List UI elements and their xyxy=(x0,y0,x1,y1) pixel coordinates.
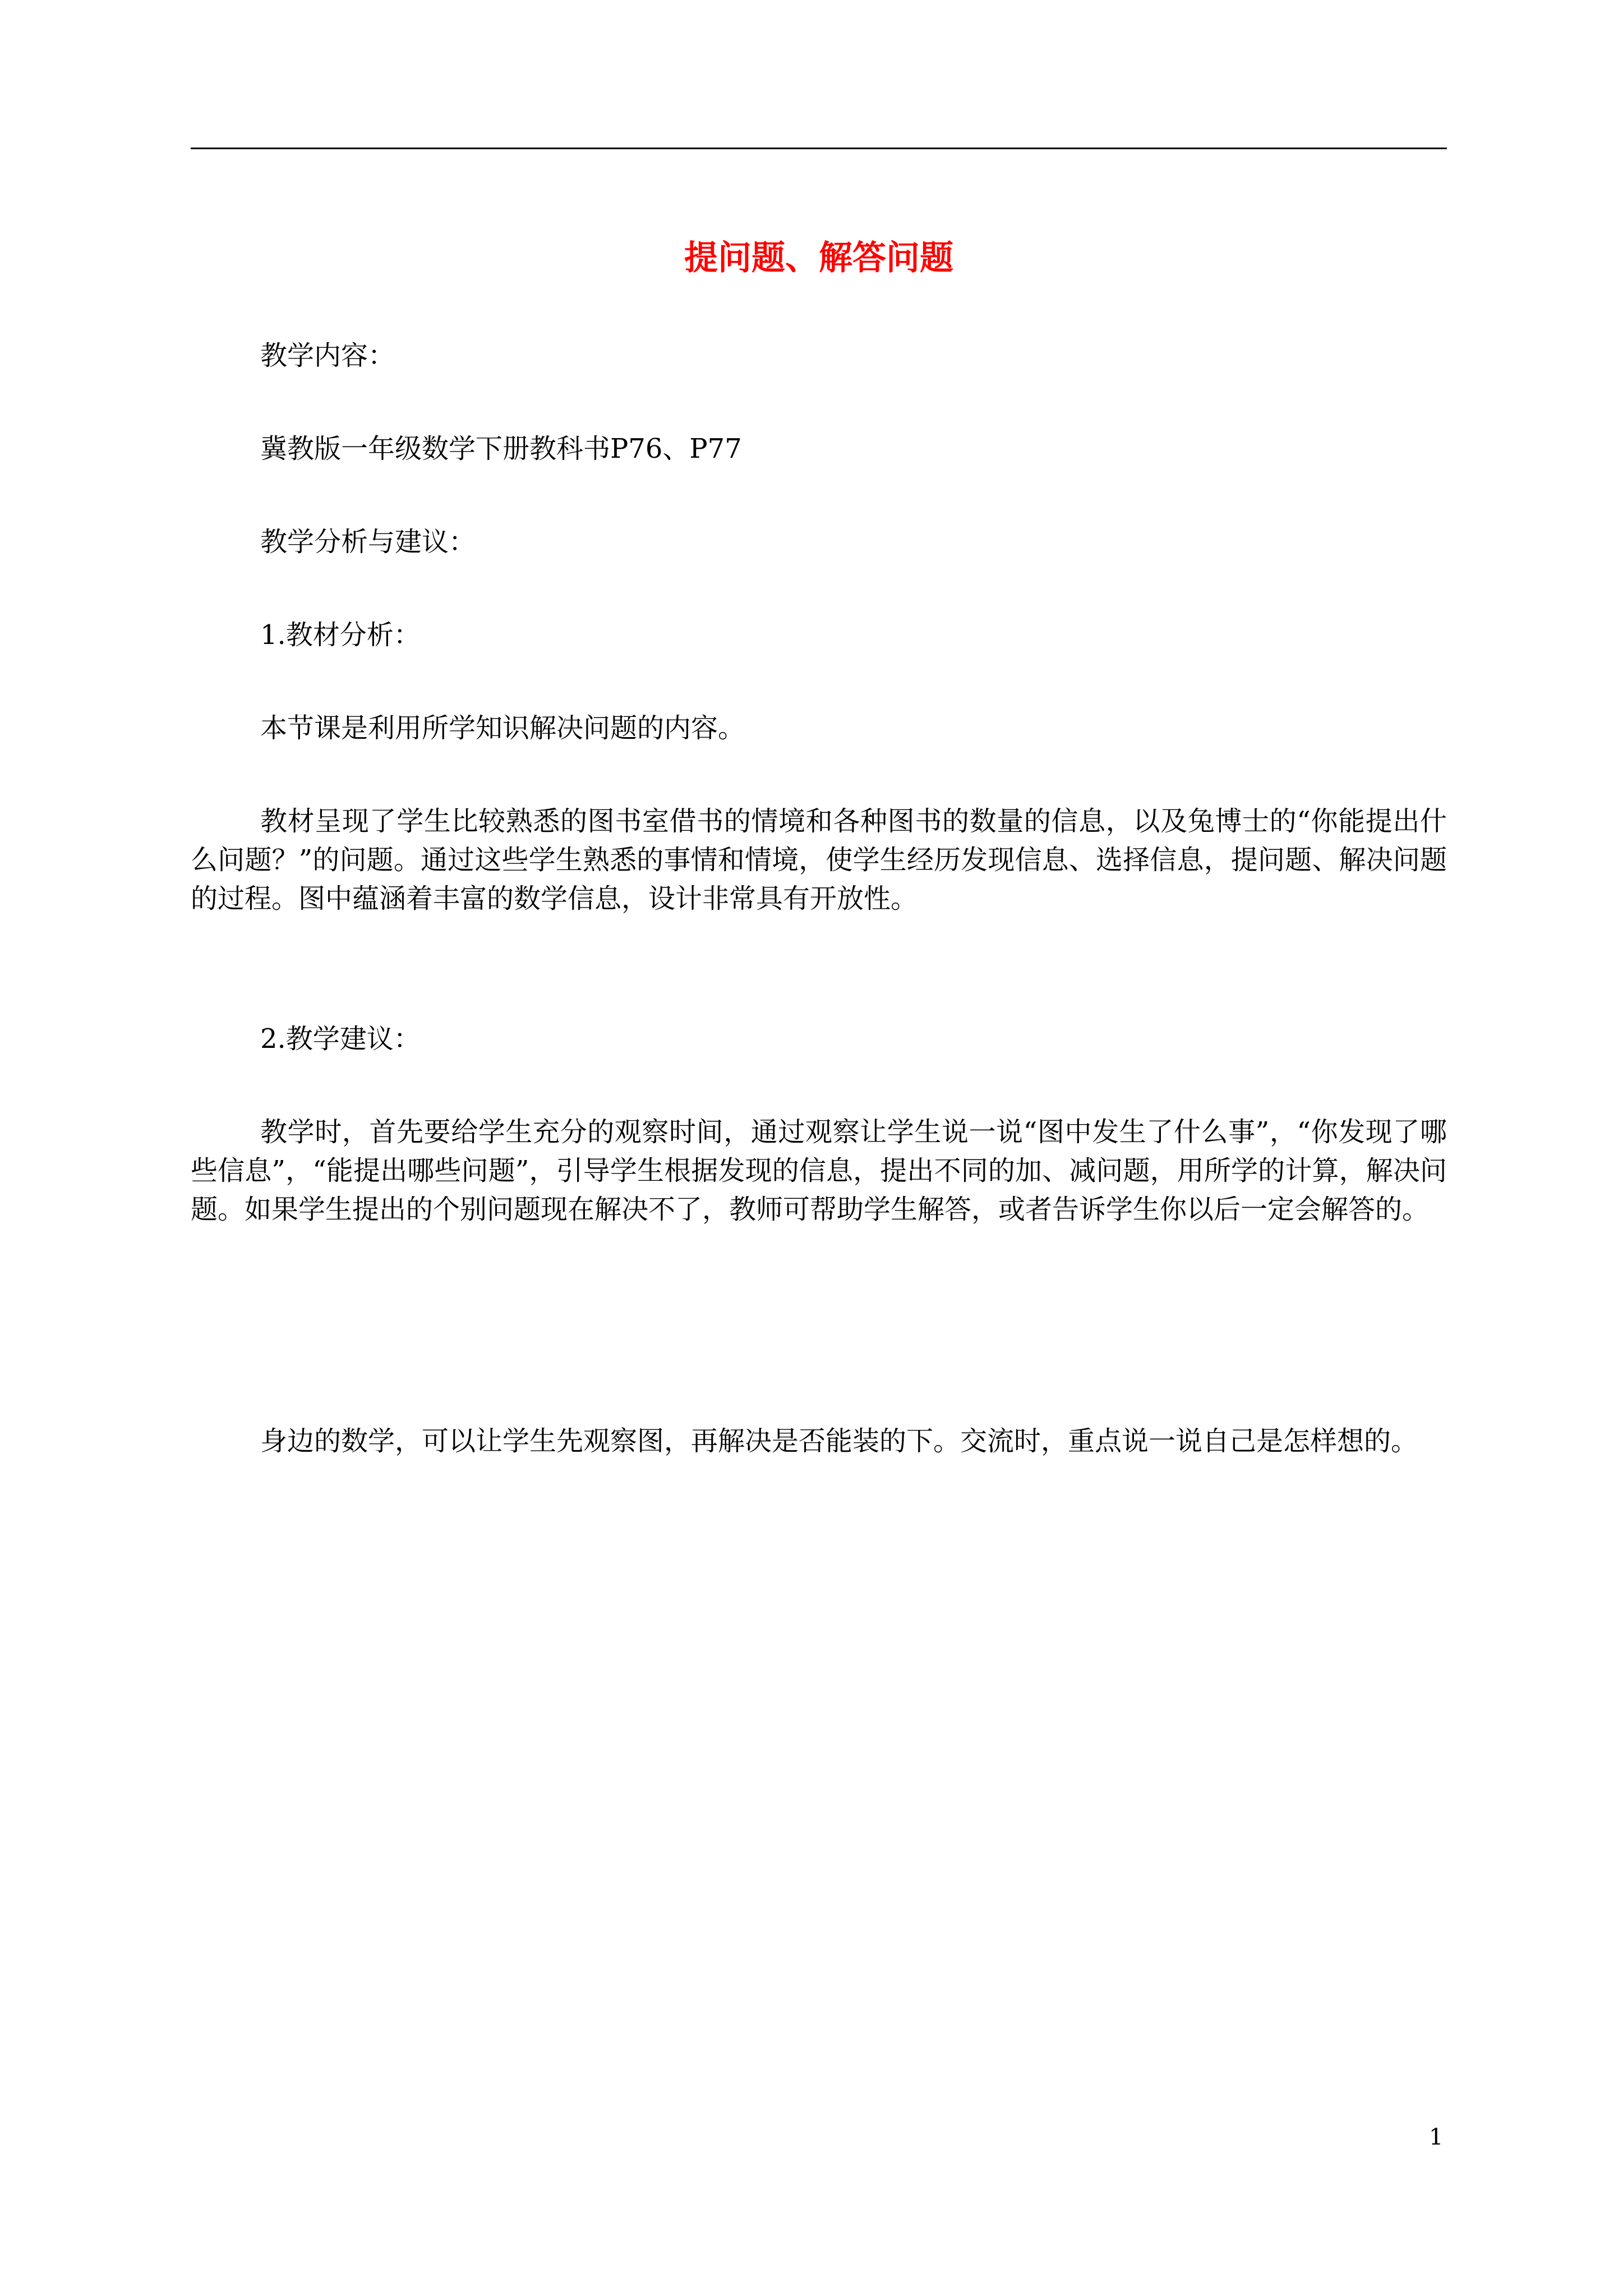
document-title: 提问题、解答问题 xyxy=(684,238,953,278)
paragraph-lesson-summary: 本节课是利用所学知识解决问题的内容。 xyxy=(260,712,745,744)
paragraph-teaching-suggestions: 教学时，首先要给学生充分的观察时间，通过观察让学生说一说“图中发生了什么事”，“你发现了哪些信息”，“能提出哪些问题”，引导学生根据发现的信息，提出不同的加、减问题，用所学的计算，解决问题。如果学生提出的个别问题现在解决不了，教师可帮助学生解答，或者告诉学生你以后一定会解答的。 xyxy=(191,1116,1447,1225)
subsection-heading-material: 1.教材分析： xyxy=(260,619,421,651)
section-heading-analysis: 教学分析与建议： xyxy=(260,526,476,558)
page-number: 1 xyxy=(1429,2124,1444,2150)
paragraph-material-analysis: 教材呈现了学生比较熟悉的图书室借书的情境和各种图书的数量的信息，以及兔博士的“你能提出什么问题？”的问题。通过这些学生熟悉的事情和情境，使学生经历发现信息、选择信息，提问题、解决问题的过程。图中蕴涵着丰富的数学信息，设计非常具有开放性。 xyxy=(191,806,1447,914)
header-rule xyxy=(191,148,1447,149)
section-heading-content: 教学内容： xyxy=(260,340,395,371)
textbook-reference: 冀教版一年级数学下册教科书P76、P77 xyxy=(260,433,742,464)
subsection-heading-suggestions: 2.教学建议： xyxy=(260,1023,421,1055)
paragraph-everyday-math: 身边的数学，可以让学生先观察图，再解决是否能装的下。交流时，重点说一说自己是怎样想的。 xyxy=(260,1425,1418,1457)
